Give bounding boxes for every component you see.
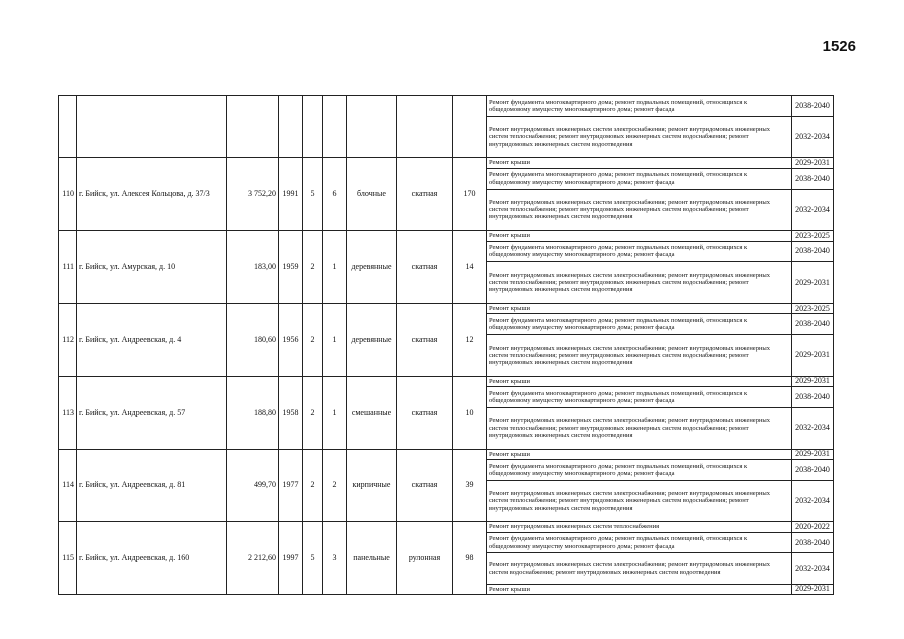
build-year: 1991 (279, 158, 303, 231)
residents-count: 39 (453, 449, 487, 522)
work-description: Ремонт внутридомовых инженерных систем электроснабжения; ремонт внутридомовых инженерных систем теплоснабжения; ремонт внутридомовых инженерных систем водоснабжения; ремонт внутридомовых инженерных систем водоотведения (487, 116, 792, 158)
work-period: 2032-2034 (792, 553, 834, 584)
wall-material: панельные (347, 522, 397, 595)
work-description: Ремонт фундамента многоквартирного дома; ремонт подвальных помещений, относящихся к общедомовому имуществу многоквартирного дома; ремонт фасада (487, 314, 792, 335)
entrances-count: 3 (323, 522, 347, 595)
table-row (59, 96, 834, 117)
house-address: г. Бийск, ул. Андреевская, д. 57 (77, 376, 227, 449)
roof-type: скатная (397, 376, 453, 449)
house-number (59, 96, 77, 158)
floors-count: 5 (303, 158, 323, 231)
house-number: 110 (59, 158, 77, 231)
work-period: 2032-2034 (792, 189, 834, 231)
house-address: г. Бийск, ул. Андреевская, д. 160 (77, 522, 227, 595)
entrances-count: 1 (323, 376, 347, 449)
roof-type: рулонная (397, 522, 453, 595)
table-row (59, 303, 834, 313)
roof-type: скатная (397, 449, 453, 522)
residents-count: 10 (453, 376, 487, 449)
entrances-count: 1 (323, 231, 347, 304)
work-period: 2038-2040 (792, 532, 834, 553)
work-period: 2029-2031 (792, 335, 834, 377)
house-number: 113 (59, 376, 77, 449)
house-area: 180,60 (227, 303, 279, 376)
house-area: 183,00 (227, 231, 279, 304)
floors-count (303, 96, 323, 158)
table-row (59, 231, 834, 241)
house-address: г. Бийск, ул. Амурская, д. 10 (77, 231, 227, 304)
build-year: 1956 (279, 303, 303, 376)
residents-count: 12 (453, 303, 487, 376)
work-description: Ремонт внутридомовых инженерных систем электроснабжения; ремонт внутридомовых инженерных систем теплоснабжения; ремонт внутридомовых инженерных систем водоснабжения; ремонт внутридомовых инженерных систем водоотведения (487, 480, 792, 522)
roof-type: скатная (397, 303, 453, 376)
work-period: 2032-2034 (792, 480, 834, 522)
work-description: Ремонт внутридомовых инженерных систем электроснабжения; ремонт внутридомовых инженерных систем теплоснабжения; ремонт внутридомовых инженерных систем водоснабжения; ремонт внутридомовых инженерных систем водоотведения (487, 407, 792, 449)
wall-material (347, 96, 397, 158)
table-row (59, 158, 834, 168)
work-period: 2029-2031 (792, 584, 834, 594)
work-description: Ремонт крыши (487, 303, 792, 313)
entrances-count: 6 (323, 158, 347, 231)
build-year: 1958 (279, 376, 303, 449)
build-year: 1959 (279, 231, 303, 304)
house-area (227, 96, 279, 158)
residents-count: 170 (453, 158, 487, 231)
work-description: Ремонт внутридомовых инженерных систем электроснабжения; ремонт внутридомовых инженерных систем теплоснабжения; ремонт внутридомовых инженерных систем водоснабжения; ремонт внутридомовых инженерных систем водоотведения (487, 335, 792, 377)
work-period: 2029-2031 (792, 376, 834, 386)
work-period: 2029-2031 (792, 262, 834, 304)
build-year: 1977 (279, 449, 303, 522)
house-number: 115 (59, 522, 77, 595)
floors-count: 2 (303, 231, 323, 304)
residents-count: 14 (453, 231, 487, 304)
work-period: 2023-2025 (792, 231, 834, 241)
work-description: Ремонт крыши (487, 376, 792, 386)
work-period: 2038-2040 (792, 96, 834, 117)
house-address (77, 96, 227, 158)
work-description: Ремонт крыши (487, 449, 792, 459)
work-description: Ремонт крыши (487, 584, 792, 594)
floors-count: 2 (303, 303, 323, 376)
work-description: Ремонт фундамента многоквартирного дома; ремонт подвальных помещений, относящихся к общедомовому имуществу многоквартирного дома; ремонт фасада (487, 96, 792, 117)
floors-count: 2 (303, 376, 323, 449)
wall-material: смешанные (347, 376, 397, 449)
work-description: Ремонт фундамента многоквартирного дома; ремонт подвальных помещений, относящихся к общедомовому имуществу многоквартирного дома; ремонт фасада (487, 459, 792, 480)
roof-type: скатная (397, 158, 453, 231)
house-number: 114 (59, 449, 77, 522)
work-description: Ремонт крыши (487, 158, 792, 168)
work-description: Ремонт внутридомовых инженерных систем электроснабжения; ремонт внутридомовых инженерных систем теплоснабжения; ремонт внутридомовых инженерных систем водоснабжения; ремонт внутридомовых инженерных систем водоотведения (487, 262, 792, 304)
residents-count (453, 96, 487, 158)
work-period: 2029-2031 (792, 449, 834, 459)
house-address: г. Бийск, ул. Андреевская, д. 4 (77, 303, 227, 376)
work-period: 2038-2040 (792, 459, 834, 480)
repair-schedule-table (58, 95, 834, 595)
floors-count: 5 (303, 522, 323, 595)
floors-count: 2 (303, 449, 323, 522)
house-area: 3 752,20 (227, 158, 279, 231)
house-area: 2 212,60 (227, 522, 279, 595)
work-period: 2038-2040 (792, 168, 834, 189)
work-description: Ремонт внутридомовых инженерных систем электроснабжения; ремонт внутридомовых инженерных систем теплоснабжения; ремонт внутридомовых инженерных систем водоснабжения; ремонт внутридомовых инженерных систем водоотведения (487, 189, 792, 231)
house-address: г. Бийск, ул. Алексея Кольцова, д. 37/3 (77, 158, 227, 231)
work-period: 2038-2040 (792, 387, 834, 408)
table-row (59, 449, 834, 459)
house-number: 111 (59, 231, 77, 304)
work-period: 2038-2040 (792, 314, 834, 335)
wall-material: блочные (347, 158, 397, 231)
work-description: Ремонт фундамента многоквартирного дома; ремонт подвальных помещений, относящихся к общедомовому имуществу многоквартирного дома; ремонт фасада (487, 532, 792, 553)
work-description: Ремонт фундамента многоквартирного дома; ремонт подвальных помещений, относящихся к общедомовому имуществу многоквартирного дома; ремонт фасада (487, 387, 792, 408)
wall-material: деревянные (347, 303, 397, 376)
entrances-count: 1 (323, 303, 347, 376)
work-description: Ремонт фундамента многоквартирного дома; ремонт подвальных помещений, относящихся к общедомовому имуществу многоквартирного дома; ремонт фасада (487, 241, 792, 262)
work-period: 2032-2034 (792, 407, 834, 449)
work-description: Ремонт внутридомовых инженерных систем теплоснабжения (487, 522, 792, 532)
work-description: Ремонт фундамента многоквартирного дома; ремонт подвальных помещений, относящихся к общедомовому имуществу многоквартирного дома; ремонт фасада (487, 168, 792, 189)
entrances-count (323, 96, 347, 158)
work-period: 2023-2025 (792, 303, 834, 313)
page-number: 1526 (822, 38, 856, 55)
work-period: 2038-2040 (792, 241, 834, 262)
work-description: Ремонт крыши (487, 231, 792, 241)
residents-count: 98 (453, 522, 487, 595)
house-number: 112 (59, 303, 77, 376)
house-address: г. Бийск, ул. Андреевская, д. 81 (77, 449, 227, 522)
house-area: 188,80 (227, 376, 279, 449)
roof-type: скатная (397, 231, 453, 304)
table-row (59, 376, 834, 386)
wall-material: деревянные (347, 231, 397, 304)
work-period: 2029-2031 (792, 158, 834, 168)
table-row (59, 522, 834, 532)
build-year: 1997 (279, 522, 303, 595)
house-area: 499,70 (227, 449, 279, 522)
wall-material: кирпичные (347, 449, 397, 522)
build-year (279, 96, 303, 158)
work-period: 2032-2034 (792, 116, 834, 158)
roof-type (397, 96, 453, 158)
work-description: Ремонт внутридомовых инженерных систем электроснабжения; ремонт внутридомовых инженерных систем водоснабжения; ремонт внутридомовых инженерных систем водоотведения (487, 553, 792, 584)
entrances-count: 2 (323, 449, 347, 522)
work-period: 2020-2022 (792, 522, 834, 532)
